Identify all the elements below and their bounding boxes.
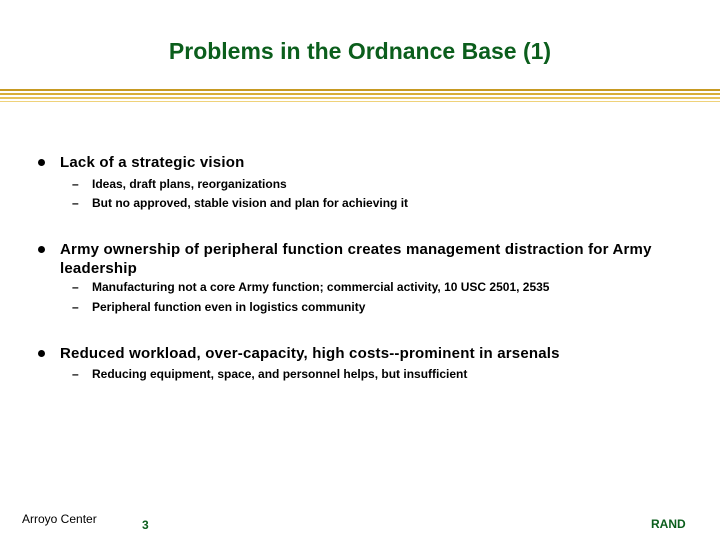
bullet-dot-icon — [38, 246, 45, 253]
bullet-text: Lack of a strategic vision — [60, 154, 245, 171]
dash-icon: – — [72, 280, 79, 294]
bullet-item — [38, 240, 688, 278]
divider-line — [0, 97, 720, 99]
dash-icon: – — [72, 367, 79, 381]
sub-bullet-text: Ideas, draft plans, reorganizations — [92, 177, 287, 191]
footer-organization: Arroyo Center — [22, 512, 97, 526]
bullet-item — [38, 344, 688, 363]
footer-brand: RAND — [651, 517, 686, 531]
sub-bullet-item — [72, 177, 692, 192]
bullet-text: Army ownership of peripheral function creates management distraction for Army leadership — [60, 241, 652, 277]
divider-line — [0, 93, 720, 95]
sub-bullet-item — [72, 196, 692, 211]
bullet-dot-icon — [38, 350, 45, 357]
bullet-item — [38, 153, 688, 172]
sub-bullet-text: Reducing equipment, space, and personnel helps, but insufficient — [92, 367, 468, 381]
title-divider — [0, 89, 720, 104]
bullet-text: Reduced workload, over-capacity, high costs--prominent in arsenals — [60, 345, 560, 362]
sub-bullet-item — [72, 367, 692, 382]
sub-bullet-item — [72, 300, 692, 315]
sub-bullet-item — [72, 280, 692, 295]
sub-bullet-text: Manufacturing not a core Army function; commercial activity, 10 USC 2501, 2535 — [92, 280, 550, 294]
divider-line — [0, 101, 720, 102]
slide-title: Problems in the Ordnance Base (1) — [168, 38, 552, 64]
dash-icon: – — [72, 300, 79, 314]
dash-icon: – — [72, 196, 79, 210]
divider-line — [0, 89, 720, 91]
bullet-dot-icon — [38, 159, 45, 166]
dash-icon: – — [72, 177, 79, 191]
page-number: 3 — [142, 518, 149, 532]
sub-bullet-text: But no approved, stable vision and plan for achieving it — [92, 196, 409, 210]
sub-bullet-text: Peripheral function even in logistics community — [92, 300, 366, 314]
